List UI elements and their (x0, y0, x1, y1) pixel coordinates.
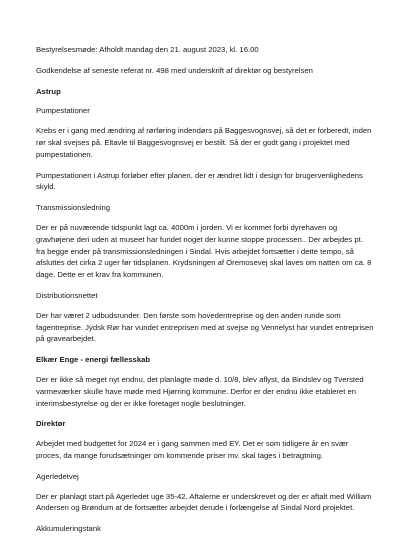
meeting-line: Bestyrelsesmøde: Afholdt mandag den 21. august 2023, kl. 16.00 (36, 45, 259, 54)
paragraph-elkaer-enge: Der er ikke så meget nyt endnu, det planlagte møde d. 10/8, blev aflyst, da Bindslev og Tversted varmeværker skulle have møde med Hjørring kommune. Derfor er der endnu ikke etableret en interimsbestyrelse og der er ikke foretaget nogle beslutninger. (36, 374, 364, 408)
section-heading-elkaer-enge: Elkær Enge - energi fællesskab (36, 355, 151, 365)
paragraph-pumpestationer-2: Pumpestationen i Astrup forløber efter planen, der er ændret lidt i design for brugervenlighedens skyld. (36, 170, 363, 192)
paragraph-direktoer: Arbejdet med budgettet for 2024 er i gang sammen med EY. Det er som tidligere år en svær proces, da mange forudsætninger om kommende priser mv. skal tages i betragtning. (36, 439, 349, 460)
document-page (36, 44, 374, 543)
subheading-transmissionsledning: Transmissionsledning (36, 203, 111, 213)
section-heading-astrup: Astrup (36, 86, 61, 96)
subheading-agerledetvej: Agerledetvej (36, 471, 79, 481)
section-heading-direktoer: Direktør (36, 419, 66, 429)
paragraph-transmissionsledning: Der er på nuværende tidspunkt lagt ca. 4000m i jorden. Vi er kommet forbi dyrehaven og gravhøjene deri uden at museet har fundet noget der kunne stoppe processen.. Der arbejdes pt. fra begge ender på transmissionsledningen i Sindal. Hvis arbejdet fortsætter i dette tempo, så afsluttes det cirka 2 uger før tidsplanen. Krydsningen af Oremosevej skal laves om natten om ca. 8 dage. Dette er et krav fra kommunen. (36, 222, 372, 280)
subheading-pumpestationer: Pumpestationer (36, 106, 90, 116)
paragraph-agerledetvej: Der er planlagt start på Agerledet uge 35-42. Aftalerne er underskrevet og der er aftalt med William Andersen og Brøndum at de fortsætter arbejdet derude i forlængelse af Sindal Nord projektet. (36, 491, 372, 513)
approval-line: Godkendelse af seneste referat nr. 498 med underskrift af direktør og bestyrelsen (36, 65, 313, 75)
subheading-akkumuleringstank: Akkumuleringstank (36, 524, 101, 534)
paragraph-pumpestationer-1: Krebs er i gang med ændring af rørføring indendørs på Baggesvognsvej, så det er forberedt, inden rør skal svejses på. Eltavle til Baggesvognsvej er bestilt. Så der er godt gang i projektet med pumpestationen. (36, 126, 372, 159)
subheading-distributionsnettet: Distributionsnettet (36, 290, 98, 300)
paragraph-distributionsnettet: Der har været 2 udbudsrunder. Den første som hovedentreprise og den anden runde som fagentreprise. Jydsk Rør har vundet entreprisen med at svejse og Vennelyst har vundet entreprisen på gravearbejdet. (36, 310, 374, 344)
